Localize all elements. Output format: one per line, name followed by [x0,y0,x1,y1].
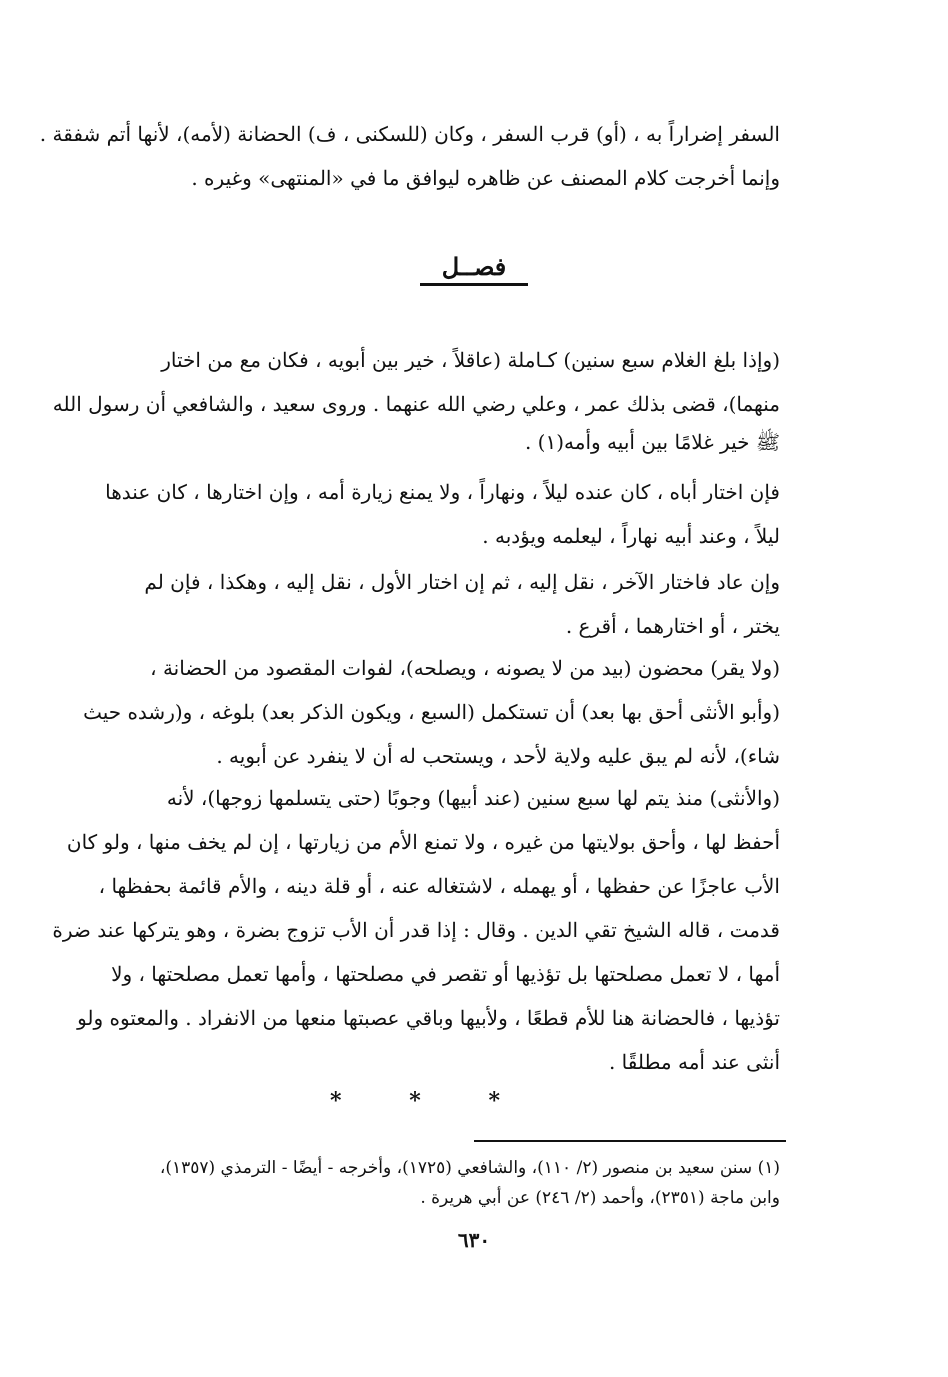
body-line: (وأبو الأنثى أحق بها بعد) أن تستكمل (السبع ، ويكون الذكر بعد) بلوغه ، و(رشده حيث [83,700,780,724]
section-heading-text: فصــل [420,252,529,286]
body-line: أمها ، لا تعمل مصلحتها بل تؤذيها أو تقصر في مصلحتها ، وأمها تعمل مصلحتها ، ولا [111,962,780,986]
footnote-line-1: (١) سنن سعيد بن منصور (٢/ ١١٠)، والشافعي (١٧٢٥)، وأخرجه - أيضًا - الترمذي (١٣٥٧)، [159,1158,780,1178]
section-separator [330,1088,500,1114]
body-line: تؤذيها ، فالحضانة هنا للأم قطعًا ، ولأبيها وباقي عصبتها منعها من الانفراد . والمعتوه ولو [77,1006,780,1030]
body-line: (وإذا بلغ الغلام سبع سنين) كـاملة (عاقلاً ، خير بين أبويه ، فكان مع من اختار [161,348,780,372]
body-line: وإن عاد فاختار الآخر ، نقل إليه ، ثم إن اختار الأول ، نقل إليه ، وهكذا ، فإن لم [144,570,780,594]
body-line: ﷺ خير غلامًا بين أبيه وأمه(١) . [524,430,780,454]
footnote-rule [474,1140,786,1142]
page-number: ٦٣٠ [457,1228,491,1252]
body-line: يختر ، أو اختارهما ، أقرع . [565,614,780,638]
body-line: الأب عاجزًا عن حفظها ، أو يهمله ، لاشتغاله عنه ، أو قلة دينه ، والأم قائمة بحفظها ، [98,874,780,898]
body-line: أحفظ لها ، وأحق بولايتها من غيره ، ولا تمنع الأم من زيارتها ، إن لم يخف منها ، ولو كان [66,830,780,854]
body-line: ليلاً ، وعند أبيه نهاراً ، ليعلمه ويؤدبه . [482,524,780,548]
section-heading [0,252,948,281]
body-line: (والأنثى) منذ يتم لها سبع سنين (عند أبيها) وجوبًا (حتى يتسلمها زوجها)، لأنه [166,786,780,810]
body-line: أنثى عند أمه مطلقًا . [608,1050,780,1074]
asterisk: * [409,1088,421,1114]
body-line: منهما)، قضى بذلك عمر ، وعلي رضي الله عنهما . وروى سعيد ، والشافعي أن رسول الله [52,392,780,416]
asterisk: * [330,1088,342,1114]
intro-line-1: السفر إضراراً به ، (أو) قرب السفر ، وكان (للسكنى ، ف) الحضانة (لأمه)، لأنها أتم شفقة . [40,122,780,146]
body-line: قدمت ، قاله الشيخ تقي الدين . وقال : إذا قدر أن الأب تزوج بضرة ، وهو يتركها عند ضرة [52,918,780,942]
body-line: (ولا يقر) محضون (بيد من لا يصونه ، ويصلحه)، لفوات المقصود من الحضانة ، [150,656,780,680]
body-line: شاء)، لأنه لم يبق عليه ولاية لأحد ، ويستحب له أن لا ينفرد عن أبويه . [216,744,780,768]
footnote-line-2: وابن ماجة (٢٣٥١)، وأحمد (٢/ ٢٤٦) عن أبي هريرة . [420,1188,780,1208]
intro-line-2: وإنما أخرجت كلام المصنف عن ظاهره ليوافق ما في «المنتهى» وغيره . [191,166,780,190]
asterisk: * [488,1088,500,1114]
body-line: فإن اختار أباه ، كان عنده ليلاً ، ونهاراً ، ولا يمنع زيارة أمه ، وإن اختارها ، كان عندها [105,480,780,504]
